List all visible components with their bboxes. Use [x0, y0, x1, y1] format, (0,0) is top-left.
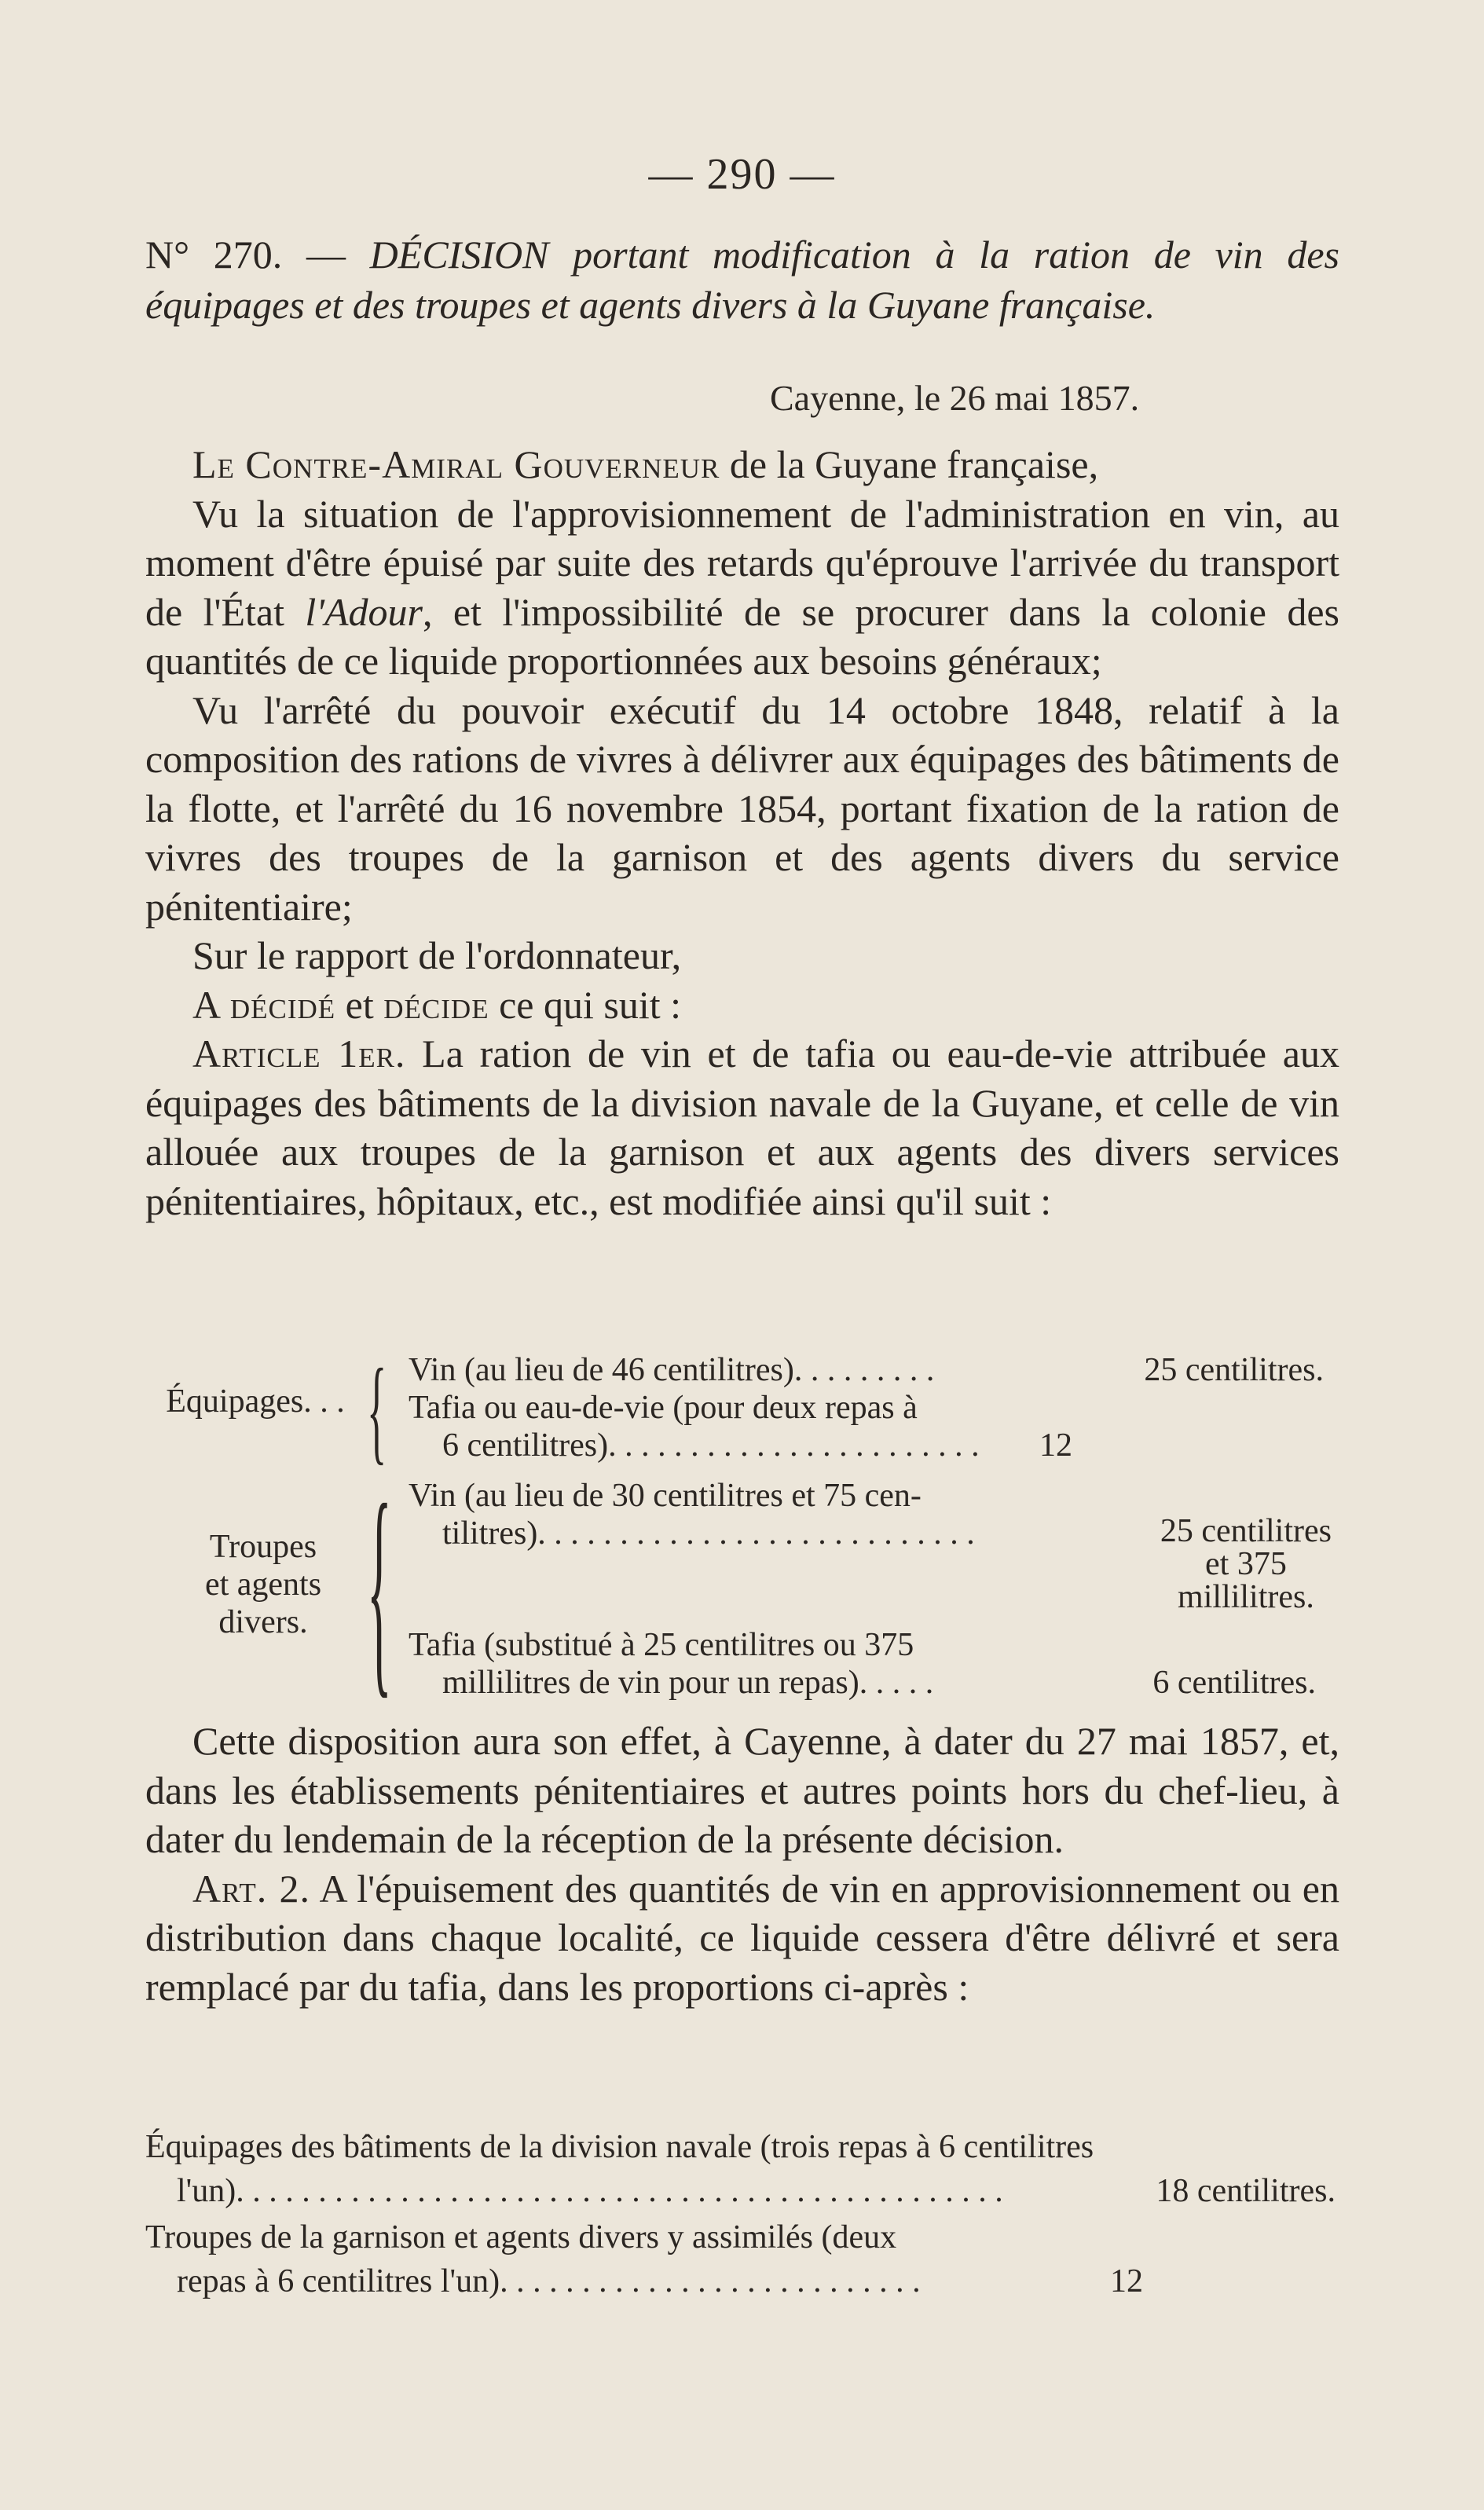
paragraph-effect: Cette disposition aura son effet, à Cayenne, à dater du 27 mai 1857, et, dans les établissements pénitentiaires et autres points hors du chef-lieu, à dater du lendemain de la réception de la présente décision.: [145, 1719, 1339, 1861]
eq-line-1: Vin (au lieu de 46 centilitres). . . . . . . . .: [409, 1352, 935, 1388]
ration-table: [145, 1343, 1339, 1717]
decision-title: DÉCISION portant modification à la ration de vin des équipages et des troupes et agents divers à la Guyane française.: [145, 233, 1339, 327]
decision-body-2: [145, 1717, 1339, 2011]
label-troupes: [169, 1528, 357, 1641]
tr-line-1: Vin (au lieu de 30 centilitres et 75 cen-: [409, 1478, 922, 1514]
tr-value-1a: 25 centilitres: [1160, 1513, 1332, 1549]
situation-text-b: , et l'impossibilité de se procurer dans la colonie des quantités de ce liquide proportionnées aux besoins généraux;: [145, 589, 1339, 683]
decide-b: décide: [383, 982, 489, 1027]
fin-line-2b: repas à 6 centilitres l'un). . . . . . . . . . . . . . . . . . . . . . . . . .: [177, 2263, 921, 2299]
dateline: Cayenne, le 26 mai 1857.: [770, 378, 1140, 418]
paragraph-article-2: [145, 1864, 1339, 2012]
decide-mid: et: [335, 982, 384, 1027]
ship-name: l'Adour: [305, 589, 423, 634]
fin-line-1a: Équipages des bâtiments de la division navale (trois repas à 6 centilitres: [145, 2129, 1094, 2165]
paragraph-arrete: Vu l'arrêté du pouvoir exécutif du 14 octobre 1848, relatif à la composition des rations de vivres à délivrer aux équipages des bâtiments de la flotte, et l'arrêté du 16 novembre 1854, portant fixation de la ration de vivres des troupes de la garnison et des agents divers du service pénitentiaire;: [145, 687, 1339, 929]
paragraph-decide: [145, 980, 1339, 1030]
fin-line-2a: Troupes de la garnison et agents divers y assimilés (deux: [145, 2219, 897, 2255]
tr-value-1b: et 375: [1205, 1546, 1287, 1582]
paragraph-rapport: Sur le rapport de l'ordonnateur,: [192, 933, 682, 977]
article-2-text: A l'épuisement des quantités de vin en approvisionnement ou en distribution dans chaque localité, ce liquide cessera d'être délivré et sera remplacé par du tafia, dans les proportions ci-après :: [145, 1866, 1340, 2009]
governor-title: Le Contre-Amiral Gouverneur: [192, 442, 720, 486]
article-1-label: Article 1er.: [192, 1031, 406, 1075]
eq-line-2: Tafia ou eau-de-vie (pour deux repas à: [409, 1390, 918, 1426]
tr-value-1c: millilitres.: [1178, 1579, 1314, 1615]
eq-value-1: 25 centilitres.: [1144, 1352, 1324, 1388]
paragraph-situation: [145, 489, 1339, 686]
governor-rest: de la Guyane française,: [720, 442, 1099, 486]
article-1-text: La ration de vin et de tafia ou eau-de-vie attribuée aux équipages des bâtiments de la division navale de la Guyane, et celle de vin allouée aux troupes de la garnison et aux agents des divers services pénitentiaires, hôpitaux, etc., est modifiée ainsi qu'il suit :: [145, 1031, 1339, 1223]
brace-troupes: {: [367, 1457, 392, 1717]
tr-value-1: [1160, 1515, 1332, 1614]
brace-equipages: {: [367, 1345, 387, 1475]
eq-line-3: 6 centilitres). . . . . . . . . . . . . . . . . . . . . . .: [442, 1427, 980, 1464]
replacement-table: [145, 2125, 1339, 2314]
fin-value-2: 12: [1110, 2263, 1143, 2299]
label-equipages: Équipages. . .: [166, 1383, 345, 1420]
situation-text-a: Vu la situation de l'approvisionnement de l'administration en vin, au moment d'être épuisé par suite des retards qu'éprouve l'arrivée du transport de l'État: [145, 491, 1339, 634]
decision-heading: [145, 229, 1339, 330]
fin-value-1: 18 centilitres.: [1156, 2173, 1336, 2209]
paragraph-article-1: [145, 1029, 1339, 1226]
troupes-label-1: Troupes: [209, 1529, 317, 1565]
tr-value-2: 6 centilitres.: [1152, 1665, 1316, 1701]
fin-line-1b: l'un). . . . . . . . . . . . . . . . . . . . . . . . . . . . . . . . . . . . . . . . . . . . . . .: [177, 2173, 1003, 2209]
page-number: — 290 —: [648, 150, 836, 199]
article-2-label: Art. 2.: [192, 1866, 311, 1911]
decision-number: N° 270. —: [145, 233, 370, 277]
decide-end: ce qui suit :: [489, 982, 681, 1027]
eq-value-2: 12: [1039, 1427, 1072, 1464]
troupes-label-3: divers.: [218, 1604, 308, 1640]
decide-a: A décidé: [192, 982, 336, 1027]
tr-line-4: millilitres de vin pour un repas). . . . .: [442, 1665, 934, 1701]
tr-line-3: Tafia (substitué à 25 centilitres ou 375: [409, 1627, 914, 1663]
paragraph-governor: [145, 440, 1339, 489]
troupes-label-2: et agents: [204, 1566, 322, 1603]
tr-line-2: tilitres). . . . . . . . . . . . . . . . . . . . . . . . . . .: [442, 1515, 975, 1552]
decision-body: [145, 440, 1339, 1226]
